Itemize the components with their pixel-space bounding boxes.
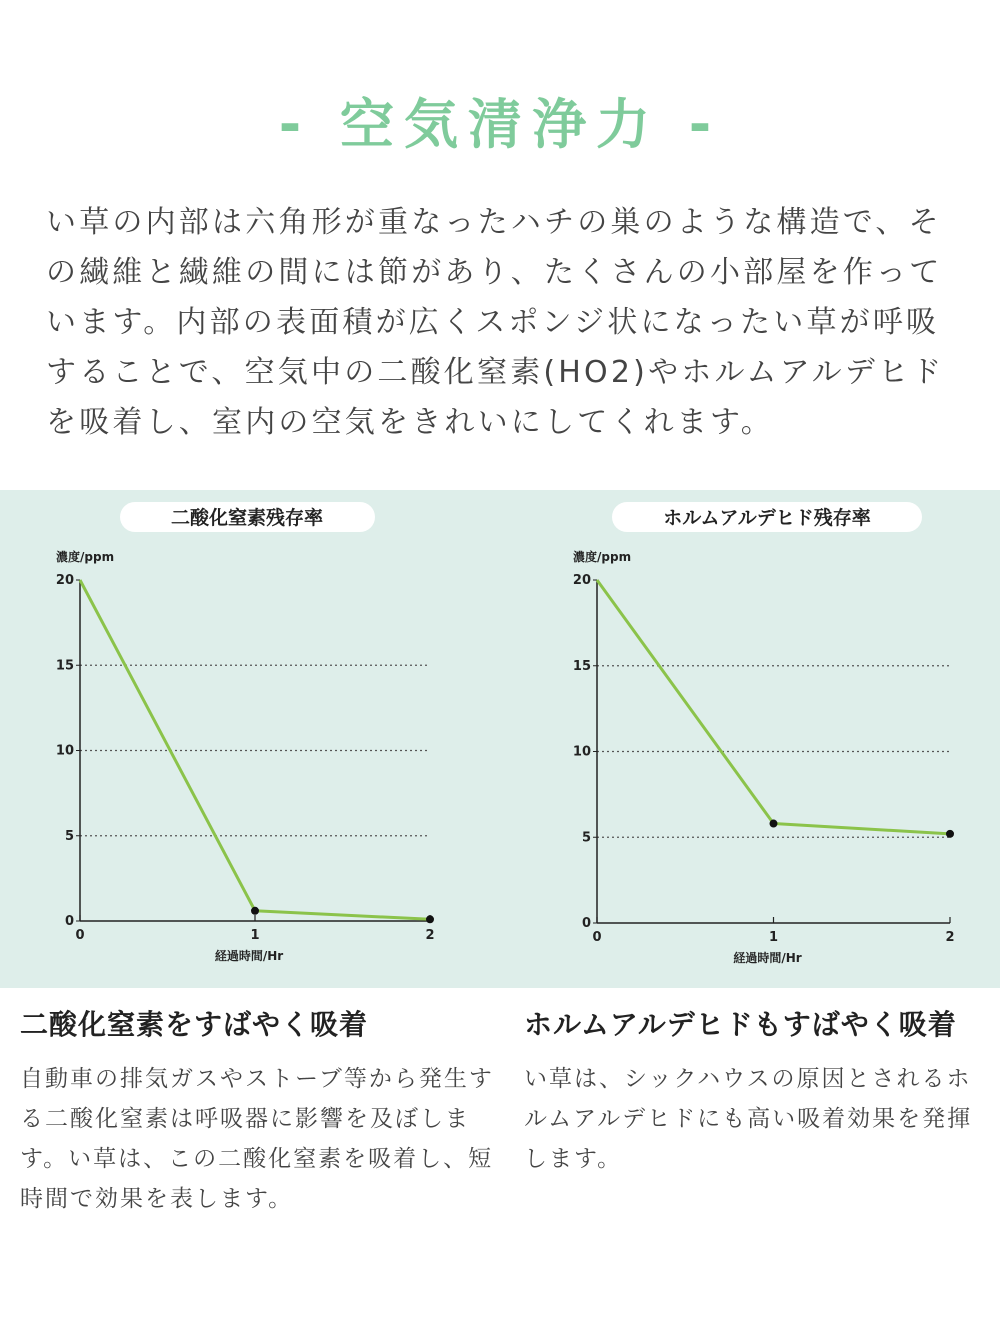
section-formaldehyde: [524, 1005, 990, 1179]
y-tick-label: 5: [581, 830, 591, 846]
x-tick-label: 0: [75, 928, 85, 943]
charts-svg: [0, 490, 1000, 988]
x-tick-label: 0: [592, 930, 602, 945]
x-tick-label: 2: [425, 928, 435, 943]
series-line: [80, 580, 430, 919]
y-tick-label: 15: [55, 658, 74, 674]
charts-band: [0, 490, 1000, 988]
x-tick-label: 1: [768, 930, 779, 945]
y-tick-label: 0: [581, 916, 591, 931]
section-no2: [20, 1005, 500, 1219]
chart-1: [56, 502, 435, 963]
series-line: [597, 580, 950, 834]
data-point: [251, 907, 259, 915]
y-tick-label: 10: [55, 743, 74, 759]
data-point: [770, 820, 778, 828]
y-axis-label: 濃度/ppm: [56, 550, 115, 564]
x-tick-label: 2: [945, 930, 955, 945]
y-tick-label: 20: [55, 573, 74, 588]
section-body: い草は、シックハウスの原因とされるホルムアルデヒドにも高い吸着効果を発揮します。: [524, 1066, 973, 1172]
section-heading: ホルムアルデヒドもすばやく吸着: [524, 1008, 957, 1041]
chart-title: 二酸化窒素残存率: [170, 507, 324, 529]
chart-title: ホルムアルデヒド残存率: [663, 507, 871, 529]
chart-2: [573, 502, 955, 965]
x-axis-label: 経過時間/Hr: [733, 951, 802, 965]
y-tick-label: 5: [64, 828, 74, 844]
y-tick-label: 15: [572, 658, 591, 674]
intro-text: い草の内部は六角形が重なったハチの巣のような構造で、その繊維と繊維の間には節があり、たくさんの小部屋を作っています。内部の表面積が広くスポンジ状になったい草が呼吸することで、空気中の二酸化窒素(HO2)やホルムアルデヒドを吸着し、室内の空気をきれいにしてくれます。: [46, 205, 945, 440]
page-title: - 空気清浄力 -: [278, 93, 722, 156]
y-tick-label: 20: [572, 573, 591, 588]
x-tick-label: 1: [250, 928, 260, 943]
y-tick-label: 0: [64, 914, 74, 929]
section-body: 自動車の排気ガスやストーブ等から発生する二酸化窒素は呼吸器に影響を及ぼします。い草は、この二酸化窒素を吸着し、短時間で効果を表します。: [20, 1066, 494, 1212]
data-point: [426, 915, 434, 923]
section-heading: 二酸化窒素をすばやく吸着: [20, 1008, 369, 1041]
data-point: [946, 830, 954, 838]
y-tick-label: 10: [572, 744, 591, 760]
y-axis-label: 濃度/ppm: [573, 550, 632, 564]
x-axis-label: 経過時間/Hr: [214, 949, 284, 963]
